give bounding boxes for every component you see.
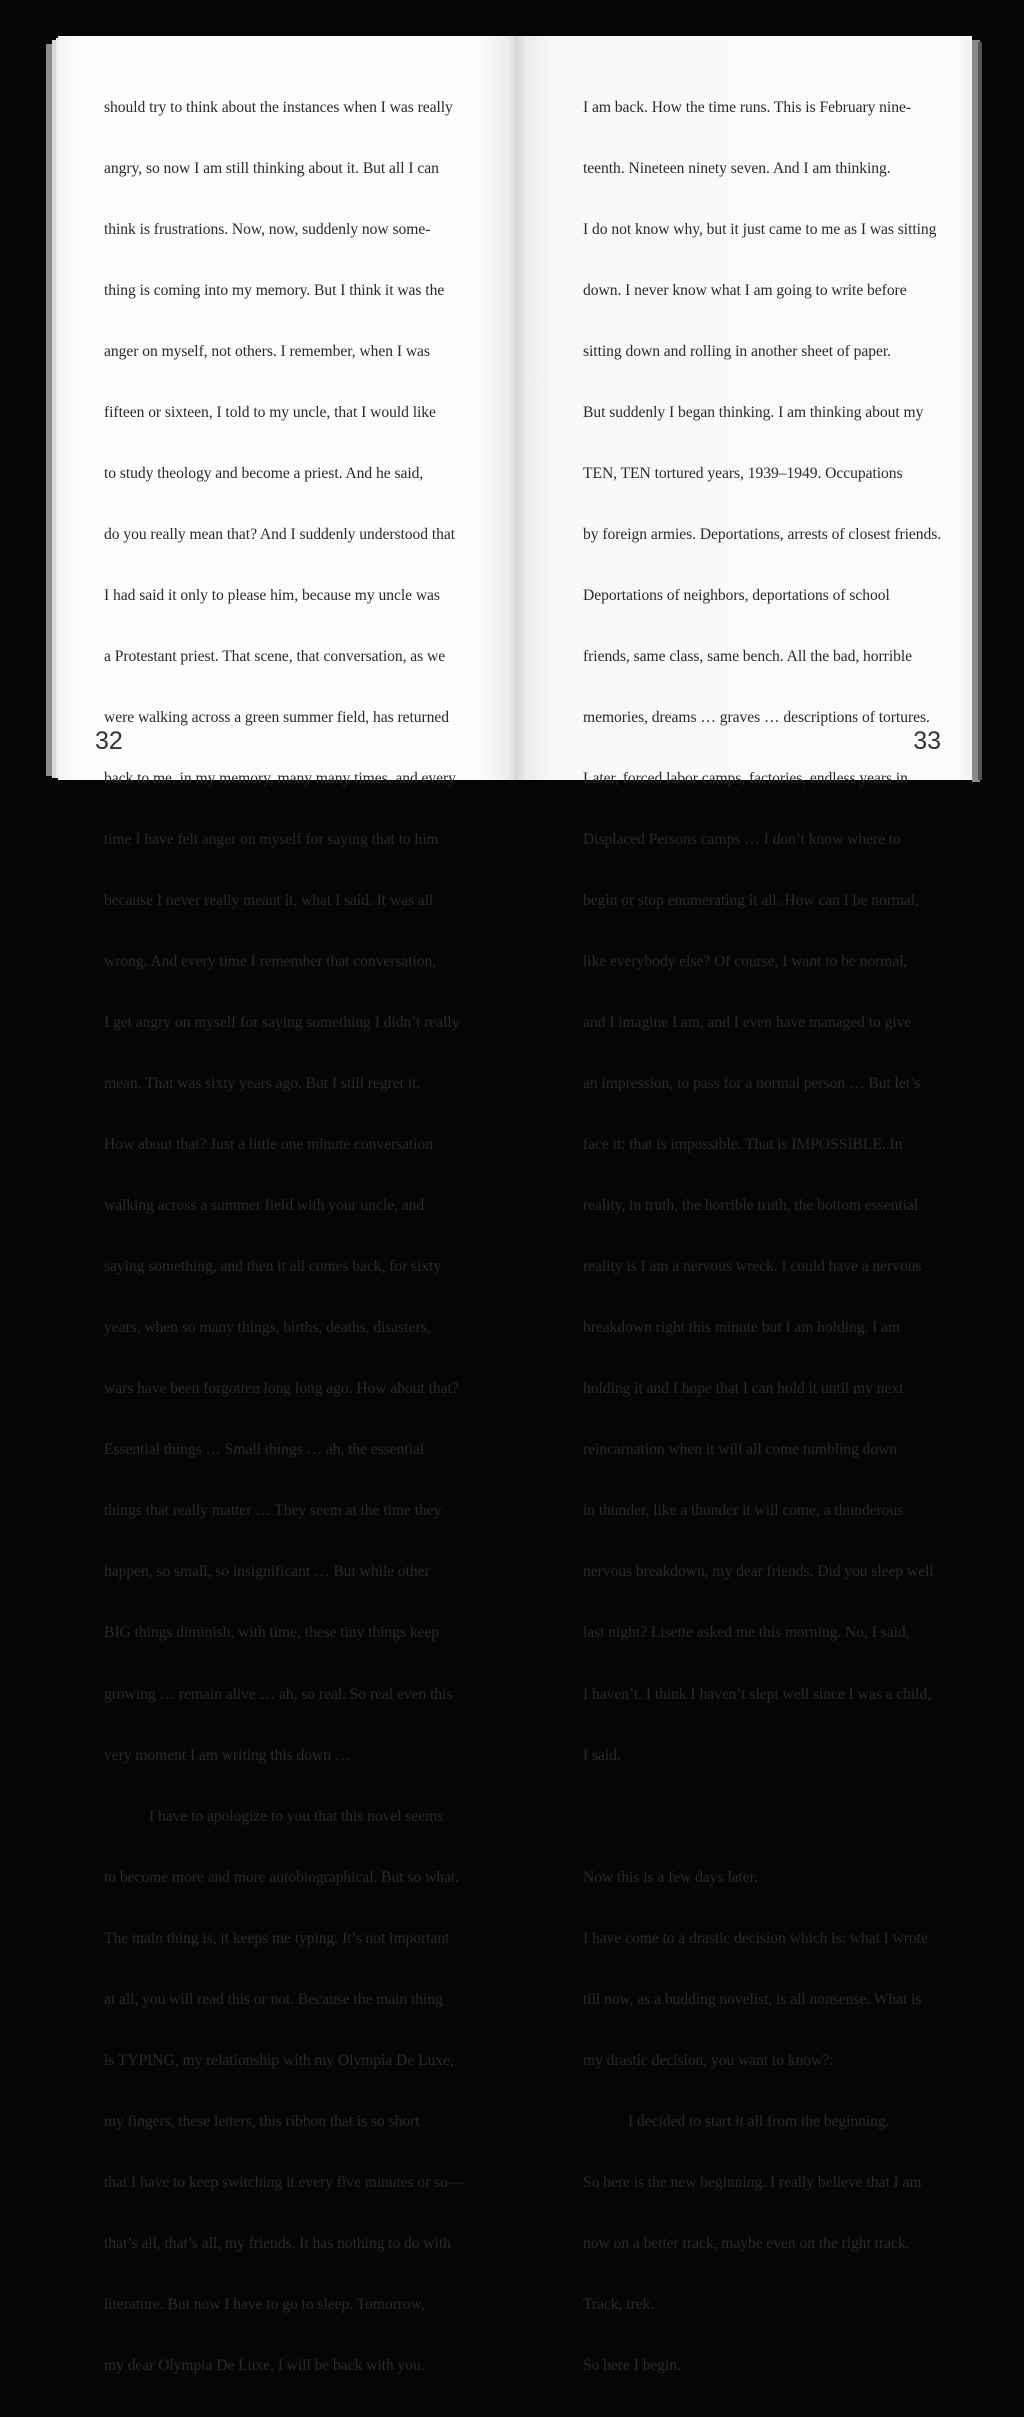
text-line: I get angry on myself for saying something I didn’t really	[104, 1014, 460, 1032]
text-line: should try to think about the instances when I was really	[104, 98, 453, 116]
left-page	[58, 36, 516, 2374]
text-line: wrong. And every time I remember that conversation,	[104, 953, 437, 971]
text-line: at all, you will read this or not. Because the main thing	[104, 1990, 443, 2008]
left-page-text	[104, 57, 464, 2417]
text-line: friends, same class, same bench. All the bad, horrible	[583, 647, 913, 665]
text-line: to study theology and become a priest. And he said,	[104, 464, 424, 482]
text-line: fifteen or sixteen, I told to my uncle, that I would like	[104, 403, 436, 421]
text-line: begin or stop enumerating it all. How can I be normal,	[583, 892, 919, 910]
text-line: I said.	[583, 1746, 621, 1764]
text-line: sitting down and rolling in another sheet of paper.	[583, 342, 891, 360]
blank-line	[583, 1807, 941, 1827]
text-line: my fingers, these letters, this ribbon that is so short	[104, 2112, 420, 2130]
book-cover-edge-right	[978, 42, 982, 780]
text-line: Deportations of neighbors, deportations of school	[583, 586, 890, 604]
text-line: reincarnation when it will all come tumbling down	[583, 1441, 898, 1459]
page-number-left: 32	[95, 727, 123, 755]
text-line: I haven’t. I think I haven’t slept well since I was a child,	[583, 1685, 932, 1703]
text-line: So here I begin.	[583, 2356, 681, 2374]
text-line: TEN, TEN tortured years, 1939–1949. Occupations	[583, 464, 903, 482]
text-line: anger on myself, not others. I remember, when I was	[104, 342, 430, 360]
text-line: holding it and I hope that I can hold it until my next	[583, 1380, 904, 1398]
text-line: an impression, to pass for a normal person … But let’s	[583, 1075, 921, 1093]
text-line: thing is coming into my memory. But I think it was the	[104, 281, 445, 299]
text-line: The main thing is, it keeps me typing. It’s not important	[104, 1929, 450, 1947]
text-line: that’s all, that’s all, my friends. It has nothing to do with	[104, 2234, 451, 2252]
text-line: my dear Olympia De Luxe, I will be back with you.	[104, 2356, 425, 2374]
text-line: a Protestant priest. That scene, that conversation, as we	[104, 647, 446, 665]
text-line: and I imagine I am, and I even have managed to give	[583, 1014, 912, 1032]
text-line: now on a better track, maybe even on the right track.	[583, 2234, 910, 2252]
text-line: my drastic decision, you want to know?:	[583, 2051, 834, 2069]
text-line: Track, trek.	[583, 2295, 655, 2313]
text-line: things that really matter … They seem at the time they	[104, 1502, 442, 1520]
text-line: So here is the new beginning. I really believe that I am	[583, 2173, 922, 2191]
text-line: Now this is a few days later.	[583, 1868, 758, 1886]
text-line: Essential things … Small things … ah, the essential	[104, 1441, 425, 1459]
text-line: till now, as a budding novelist, is all nonsense. What is	[583, 1990, 922, 2008]
text-line: do you really mean that? And I suddenly understood that	[104, 525, 456, 543]
text-line: is TYPING, my relationship with my Olympia De Luxe,	[104, 2051, 454, 2069]
text-line: like everybody else? Of course, I want to be normal,	[583, 953, 908, 971]
text-line: wars have been forgotten long long ago. How about that?	[104, 1380, 459, 1398]
text-line: face it: that is impossible. That is IMPOSSIBLE. In	[583, 1136, 903, 1154]
text-line: saying something, and then it all comes back, for sixty	[104, 1258, 442, 1276]
text-line: breakdown right this minute but I am holding. I am	[583, 1319, 901, 1337]
paragraph-start-line: I have to apologize to you that this novel seems	[149, 1807, 444, 1825]
page-number-right: 33	[913, 727, 941, 755]
text-line: Displaced Persons camps … I don’t know where to	[583, 831, 901, 849]
text-line: literature. But now I have to go to sleep. Tomorrow,	[104, 2295, 425, 2313]
text-line: last night? Lisette asked me this morning. No, I said,	[583, 1624, 910, 1642]
text-line: reality, in truth, the horrible truth, the bottom essential	[583, 1197, 919, 1215]
text-line: I had said it only to please him, because my uncle was	[104, 586, 440, 604]
text-line: that I have to keep switching it every five minutes or so—	[104, 2173, 464, 2191]
text-line: in thunder, like a thunder it will come, a thunderous	[583, 1502, 904, 1520]
text-line: I do not know why, but it just came to me as I was sitting	[583, 220, 937, 238]
text-line: Later, forced labor camps, factories, endless years in	[583, 770, 908, 788]
text-line: years, when so many things, births, deaths, disasters,	[104, 1319, 431, 1337]
text-line: think is frustrations. Now, now, suddenly now some-	[104, 220, 431, 238]
text-line: mean. That was sixty years ago. But I still regret it.	[104, 1075, 421, 1093]
text-line: teenth. Nineteen ninety seven. And I am thinking.	[583, 159, 891, 177]
text-line: time I have felt anger on myself for saying that to him	[104, 831, 439, 849]
text-line: nervous breakdown, my dear friends. Did you sleep well	[583, 1563, 934, 1581]
text-line: happen, so small, so insignificant … But while other	[104, 1563, 430, 1581]
right-page-text	[583, 57, 941, 2417]
text-line: angry, so now I am still thinking about it. But all I can	[104, 159, 439, 177]
text-line: because I never really meant it, what I said. It was all	[104, 892, 434, 910]
text-line: reality is I am a nervous wreck. I could have a nervous	[583, 1258, 922, 1276]
text-line: memories, dreams … graves … descriptions of tortures.	[583, 709, 930, 726]
text-line: were walking across a green summer field, has returned	[104, 709, 449, 726]
text-line: walking across a summer field with your uncle, and	[104, 1197, 425, 1215]
paragraph-start-line: I decided to start it all from the beginning.	[628, 2112, 890, 2130]
text-line: How about that? Just a little one minute conversation	[104, 1136, 434, 1154]
right-page	[516, 36, 972, 2374]
text-line: I have come to a drastic decision which is: what I wrote	[583, 1929, 928, 1947]
text-line: by foreign armies. Deportations, arrests of closest friends.	[583, 525, 942, 543]
text-line: BIG things diminish, with time, these tiny things keep	[104, 1624, 440, 1642]
text-line: down. I never know what I am going to write before	[583, 281, 907, 299]
text-line: But suddenly I began thinking. I am thinking about my	[583, 403, 924, 421]
text-line: growing … remain alive … ah, so real. So real even this	[104, 1685, 453, 1703]
text-line: back to me, in my memory, many many times, and every	[104, 770, 456, 788]
text-line: to become more and more autobiographical. But so what.	[104, 1868, 459, 1886]
text-line: I am back. How the time runs. This is February nine-	[583, 98, 911, 116]
text-line: very moment I am writing this down …	[104, 1746, 351, 1764]
